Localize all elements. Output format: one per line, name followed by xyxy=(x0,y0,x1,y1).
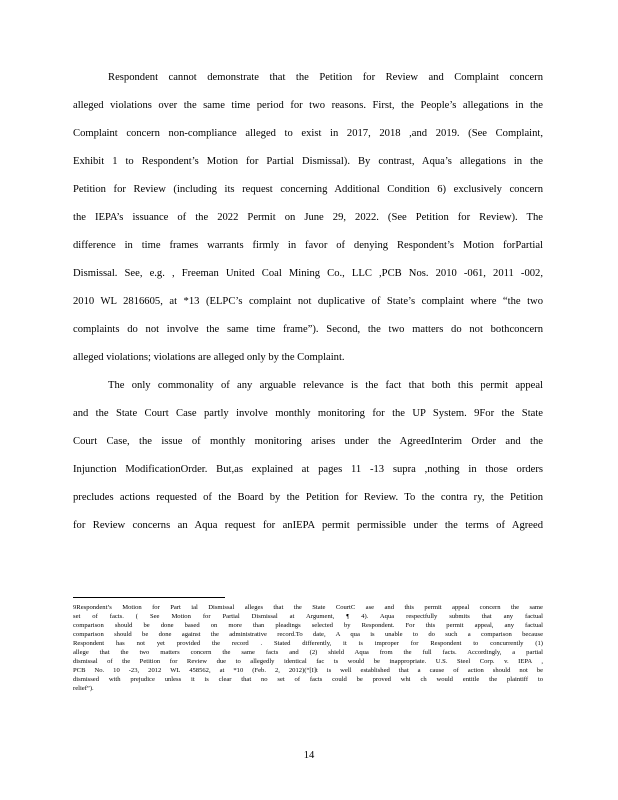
body-line-9: 2010 WL 2816605, at *13 (ELPC’s complaint not duplicative of State’s complaint where “the two xyxy=(73,296,543,307)
footnote-line-3: comparison should be done based on more than pleadings selected by Respondent. For this permit appeal, any factual xyxy=(73,622,543,629)
body-line-7: difference in time frames warrants firmly in favor of denying Respondent’s Motion forPartial xyxy=(73,240,543,251)
body-line-3: Complaint concern non-compliance alleged to exist in 2017, 2018 ,and 2019. (See Complaint, xyxy=(73,128,543,139)
footnote-line-9: dismissed with prejudice unless it is clear that no set of facts could be proved whi ch would entitle the plaintiff to xyxy=(73,676,543,683)
footnote-line-4: comparison should be done against the administrative record.To date, A qua is unable to do such a comparison because xyxy=(73,631,543,638)
footnote-line-6: allege that the two matters concern the same facts and (2) shield Aqua from the full facts. Accordingly, a partial xyxy=(73,649,543,656)
body-line-17: for Review concerns an Aqua request for anIEPA permit permissible under the terms of Agreed xyxy=(73,520,543,531)
footnote-line-2: set of facts. ( See Motion for Partial Dismissal at Argument, ¶ 4). Aqua respectfully submits that any factual xyxy=(73,613,543,620)
body-line-8: Dismissal. See, e.g. , Freeman United Coal Mining Co., LLC ,PCB Nos. 2010 -061, 2011 -002, xyxy=(73,268,543,279)
footnote-separator xyxy=(73,597,225,598)
footnote-line-1: 9Respondent’s Motion for Part ial Dismissal alleges that the State CourtC ase and this permit appeal concern the same xyxy=(73,604,543,611)
body-line-13: and the State Court Case partly involve monthly monitoring for the UP System. 9For the State xyxy=(73,408,543,419)
body-line-2: alleged violations over the same time period for two reasons. First, the People’s allegations in the xyxy=(73,100,543,111)
body-line-1: Respondent cannot demonstrate that the Petition for Review and Complaint concern xyxy=(108,72,543,83)
body-line-11: alleged violations; violations are alleged only by the Complaint. xyxy=(73,352,345,363)
body-line-15: Injunction ModificationOrder. But,as explained at pages 11 -13 supra ,nothing in those orders xyxy=(73,464,543,475)
body-line-5: Petition for Review (including its request concerning Additional Condition 6) exclusively concern xyxy=(73,184,543,195)
body-line-4: Exhibit 1 to Respondent’s Motion for Partial Dismissal). By contrast, Aqua’s allegations in the xyxy=(73,156,543,167)
footnote-line-5: Respondent has not yet provided the record . Stated differently, it is improper for Respondent to concurrently (1) xyxy=(73,640,543,647)
footnote-line-7: dismissal of the Petition for Review due to allegedly identical fac ts would be inappropriate. U.S. Steel Corp. v. IEPA , xyxy=(73,658,543,665)
body-line-12: The only commonality of any arguable relevance is the fact that both this permit appeal xyxy=(108,380,543,391)
body-line-14: Court Case, the issue of monthly monitoring arises under the AgreedInterim Order and the xyxy=(73,436,543,447)
footnote-line-10: relief”). xyxy=(73,685,94,692)
body-line-10: complaints do not involve the same time frame”). Second, the two matters do not bothconcern xyxy=(73,324,543,335)
page-number: 14 xyxy=(303,750,315,761)
footnote-line-8: PCB No. 10 -23, 2012 WL 458562, at *10 (Feb. 2, 2012)(“[I]t is well established that a cause of action should not be xyxy=(73,667,543,674)
body-line-16: precludes actions requested of the Board by the Petition for Review. To the contra ry, the Petition xyxy=(73,492,543,503)
body-line-6: the IEPA’s issuance of the 2022 Permit on June 29, 2022. (See Petition for Review). The xyxy=(73,212,543,223)
